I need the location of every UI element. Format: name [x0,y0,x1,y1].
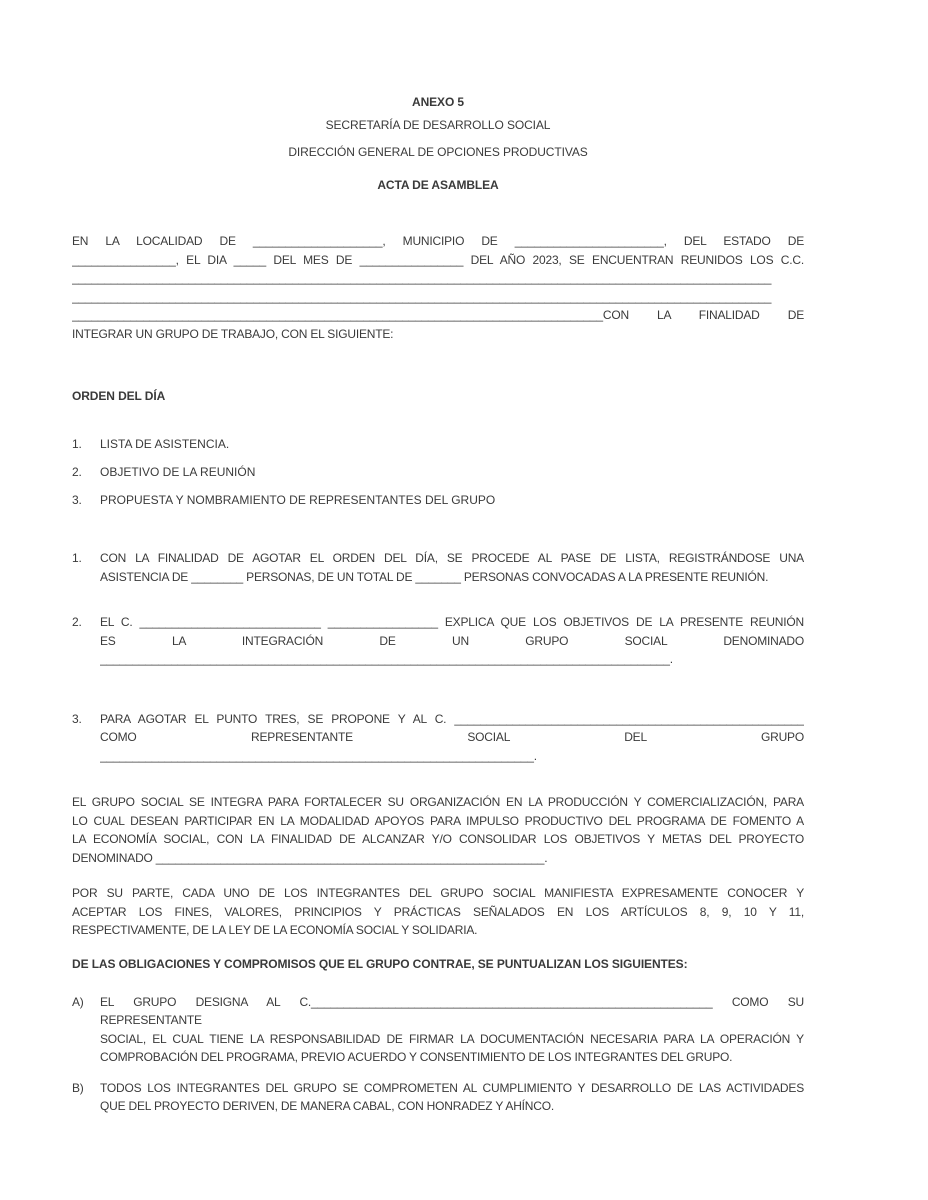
obligation-text [100,993,804,1067]
obligation-text [100,1079,804,1116]
agenda-item [72,437,804,451]
text-line: ACEPTAR LOS FINES, VALORES, PRINCIPIOS Y PRÁCTICAS SEÑALADOS EN LOS ARTÍCULOS 8, 9, 10 Y 11, [72,904,804,919]
text-line: EL GRUPO SOCIAL SE INTEGRA PARA FORTALECER SU ORGANIZACIÓN EN LA PRODUCCIÓN Y COMERCIALIZACIÓN, PARA [72,795,804,809]
text-line: PARA AGOTAR EL PUNTO TRES, SE PROPONE Y AL C. ______________________________________________________ [100,711,804,726]
text-line: SOCIAL, EL CUAL TIENE LA RESPONSABILIDAD DE FIRMAR LA DOCUMENTACIÓN NECESARIA PARA LA OPERACIÓN Y [100,1031,804,1046]
item-letter: B) [72,1080,84,1095]
item-letter: A) [72,994,84,1009]
text-line: ________________, EL DIA _____ DEL MES DE ________________ DEL AÑO 2023, SE ENCUENTRAN REUNIDOS LOS C.C. [72,252,804,267]
item-number: 3. [72,493,82,507]
annex-label: ANEXO 5 [412,95,464,109]
text-line: CON LA FINALIDAD DE AGOTAR EL ORDEN DEL DÍA, SE PROCEDE AL PASE DE LISTA, REGISTRÁNDOSE UNA [100,551,804,565]
text-line: ES LA INTEGRACIÓN DE UN GRUPO SOCIAL DENOMINADO [100,633,804,648]
text-line: COMO REPRESENTANTE SOCIAL DEL GRUPO [100,730,804,744]
item-number: 2. [72,615,82,629]
obligation-item-a [72,993,804,1067]
fill-in-rule: ____________________________________________________________________________________________________________ [72,289,772,304]
item-number: 3. [72,711,82,726]
clause-objectives [72,613,804,669]
intro-paragraph [72,232,804,343]
text-line: EL C. ____________________________ _________________ EXPLICA QUE LOS OBJETIVOS DE LA PRESENTE REUNIÓN [100,615,804,629]
text-line: TODOS LOS INTEGRANTES DEL GRUPO SE COMPROMETEN AL CUMPLIMIENTO Y DESARROLLO DE LAS ACTIVIDADES [100,1080,804,1095]
group-purpose-paragraph [72,793,804,867]
agenda-item [72,465,804,479]
secretariat-line: SECRETARÍA DE DESARROLLO SOCIAL [325,118,551,132]
law-acceptance-paragraph [72,884,804,940]
item-text: OBJETIVO DE LA REUNIÓN [100,465,256,479]
text-line: POR SU PARTE, CADA UNO DE LOS INTEGRANTES DEL GRUPO SOCIAL MANIFIESTA EXPRESAMENTE CONOCER Y [72,886,804,900]
clause-representative [72,710,804,766]
item-text: LISTA DE ASISTENCIA. [100,437,230,451]
obligations-heading: DE LAS OBLIGACIONES Y COMPROMISOS QUE EL GRUPO CONTRAE, SE PUNTUALIZAN LOS SIGUIENTES: [72,956,688,971]
text-line: EN LA LOCALIDAD DE ____________________, MUNICIPIO DE _______________________, DEL ESTADO DE [72,234,804,248]
text-line: DENOMINADO ____________________________________________________________. [72,850,548,865]
clause-text [100,549,804,586]
text-line: LA ECONOMÍA SOCIAL, CON LA FINALIDAD DE ALCANZAR Y/O CONSOLIDAR LOS OBJETIVOS Y METAS DEL PROYECTO [72,832,804,846]
agenda-list [72,437,804,507]
item-number: 1. [72,551,82,565]
text-line: RESPECTIVAMENTE, DE LA LEY DE LA ECONOMÍA SOCIAL Y SOLIDARIA. [72,923,478,937]
clause-attendance [72,549,804,586]
clause-text [100,710,804,766]
text-line: ASISTENCIA DE ________ PERSONAS, DE UN TOTAL DE _______ PERSONAS CONVOCADAS A LA PRESENTE REUNIÓN. [100,569,769,584]
text-line: EL GRUPO DESIGNA AL C.______________________________________________________________ COMO SU REPRESENTANTE [100,994,804,1027]
directorate-line: DIRECCIÓN GENERAL DE OPCIONES PRODUCTIVAS [288,145,588,159]
agenda-heading: ORDEN DEL DÍA [72,389,166,403]
text-line: QUE DEL PROYECTO DERIVEN, DE MANERA CABAL, CON HONRADEZ Y AHÍNCO. [100,1099,554,1113]
text-line: LO CUAL DESEAN PARTICIPAR EN LA MODALIDAD APOYOS PARA IMPULSO PRODUCTIVO DEL PROGRAMA DE FOMENTO A [72,813,804,828]
item-number: 1. [72,437,82,451]
item-number: 2. [72,465,82,479]
fill-in-rule: ____________________________________________________________________________________________________________ [72,271,772,285]
clause-text [100,613,804,669]
text-line: INTEGRAR UN GRUPO DE TRABAJO, CON EL SIGUIENTE: [72,326,394,341]
text-line: __________________________________________________________________________________CON LA FINALIDAD DE [72,308,804,322]
item-text: PROPUESTA Y NOMBRAMIENTO DE REPRESENTANTES DEL GRUPO [100,493,496,507]
agenda-item [72,493,804,507]
document-title: ACTA DE ASAMBLEA [377,178,499,192]
obligation-item-b [72,1079,804,1116]
text-line: COMPROBACIÓN DEL PROGRAMA, PREVIO ACUERDO Y CONSENTIMIENTO DE LOS INTEGRANTES DEL GRUPO. [100,1050,733,1064]
fill-in-rule: ___________________________________________________________________. [100,748,537,763]
fill-in-rule: ________________________________________________________________________________________. [100,652,673,666]
